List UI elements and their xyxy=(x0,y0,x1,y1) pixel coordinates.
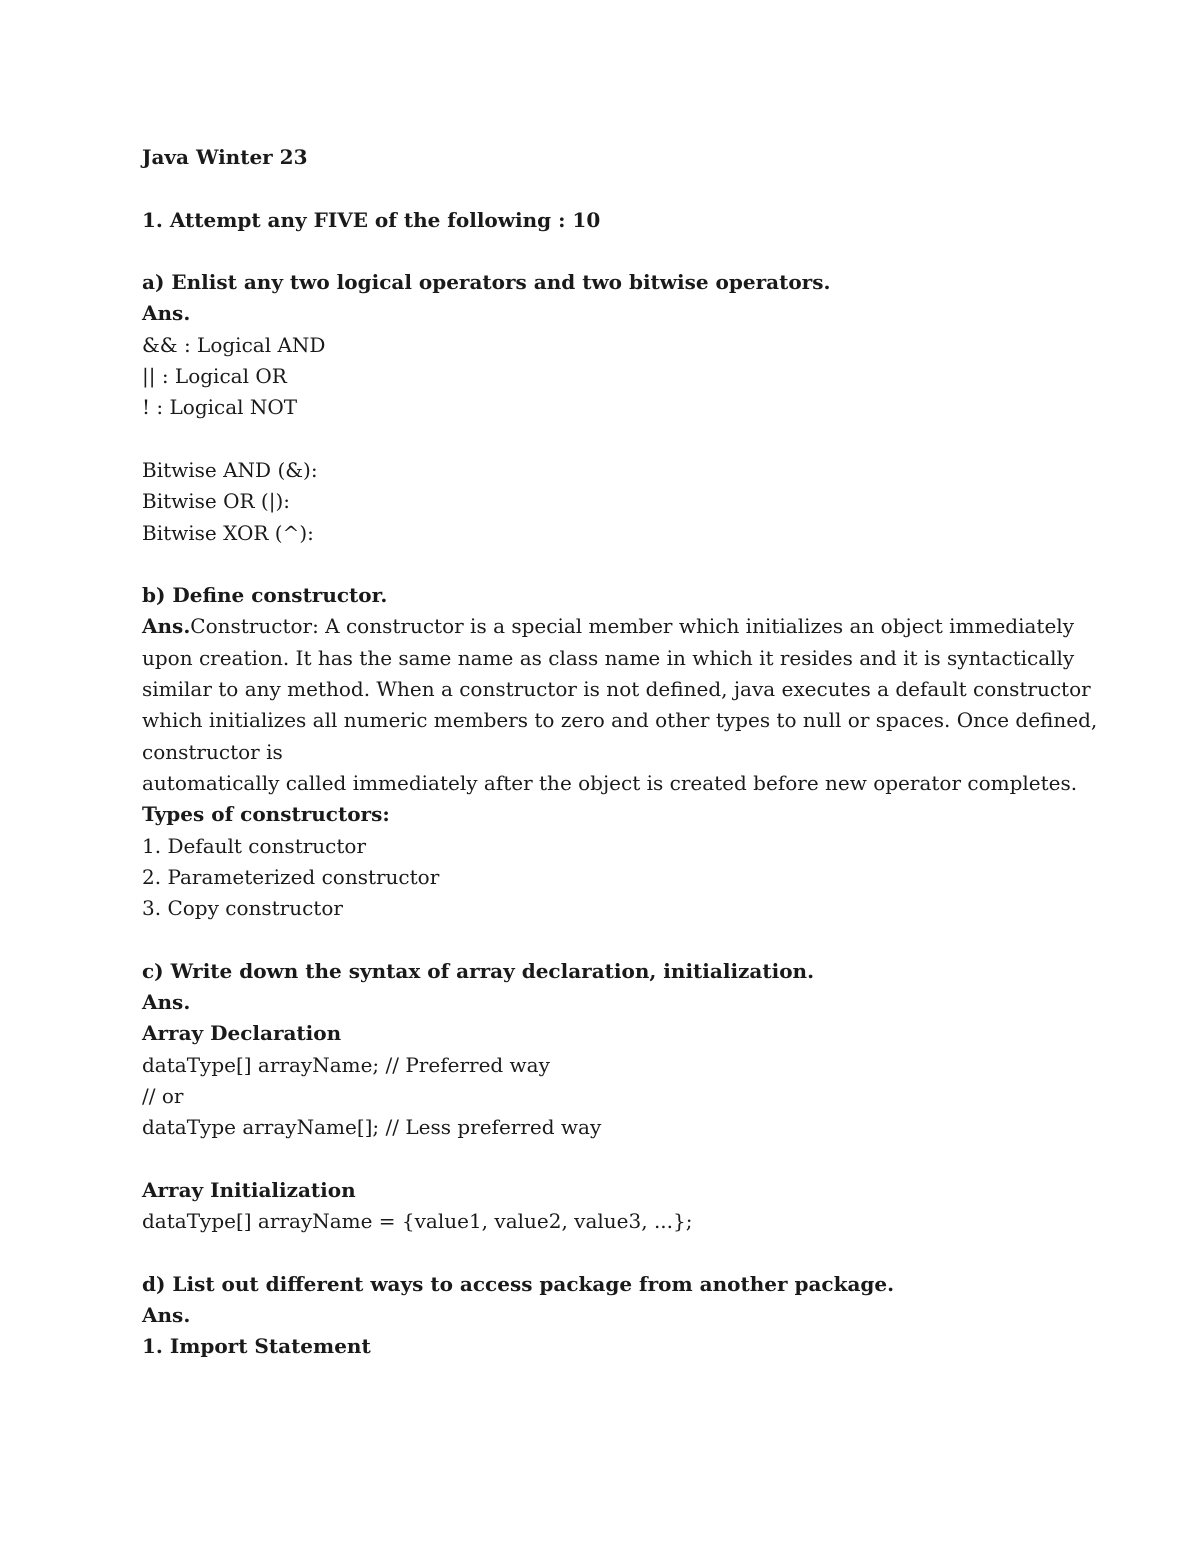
document-title: Java Winter 23 xyxy=(142,145,308,169)
answer-b-line xyxy=(142,611,1074,642)
answer-label-d: Ans. xyxy=(142,1302,191,1327)
bitwise-operator-item: Bitwise OR (|): xyxy=(142,489,290,514)
answer-b-text: automatically called immediately after the object is created before new operator completes. xyxy=(142,770,1078,795)
array-initialization-heading: Array Initialization xyxy=(142,1177,356,1202)
import-statement-heading: 1. Import Statement xyxy=(142,1334,371,1359)
array-declaration-heading: Array Declaration xyxy=(142,1021,342,1046)
answer-b-text: constructor is xyxy=(142,739,283,764)
bitwise-operator-item: Bitwise XOR (^): xyxy=(142,520,314,545)
question-a: a) Enlist any two logical operators and two bitwise operators. xyxy=(142,270,831,295)
section-heading: 1. Attempt any FIVE of the following : 10 xyxy=(142,207,601,232)
answer-label-a: Ans. xyxy=(142,301,191,326)
constructor-type-item: 1. Default constructor xyxy=(142,833,367,858)
bitwise-operator-item: Bitwise AND (&): xyxy=(142,457,318,482)
logical-operator-item: && : Logical AND xyxy=(142,332,326,357)
answer-b-text: which initializes all numeric members to zero and other types to null or spaces. Once defined, xyxy=(142,708,1098,733)
array-initialization-line: dataType[] arrayName = {value1, value2, value3, ...}; xyxy=(142,1209,693,1234)
answer-label-b: Ans. xyxy=(142,614,191,639)
constructor-type-item: 2. Parameterized constructor xyxy=(142,864,440,889)
spacer xyxy=(142,236,1042,267)
spacer xyxy=(142,173,1042,204)
constructor-type-item: 3. Copy constructor xyxy=(142,896,343,921)
spacer xyxy=(142,549,1042,580)
logical-operator-item: || : Logical OR xyxy=(142,364,287,389)
constructor-types-heading: Types of constructors: xyxy=(142,802,390,827)
question-b: b) Define constructor. xyxy=(142,583,388,608)
question-c: c) Write down the syntax of array declaration, initialization. xyxy=(142,958,815,983)
question-d: d) List out different ways to access package from another package. xyxy=(142,1271,895,1296)
spacer xyxy=(142,924,1042,955)
answer-b-text: similar to any method. When a constructor is not defined, java executes a default constructor xyxy=(142,677,1091,702)
document-page xyxy=(142,142,1098,1363)
array-declaration-line: dataType[] arrayName; // Preferred way xyxy=(142,1052,550,1077)
answer-b-text: upon creation. It has the same name as class name in which it resides and it is syntactically xyxy=(142,645,1075,670)
spacer xyxy=(142,1144,1042,1175)
answer-b-text: Constructor: A constructor is a special member which initializes an object immediately xyxy=(190,614,1074,639)
array-declaration-line: // or xyxy=(142,1083,184,1108)
logical-operator-item: ! : Logical NOT xyxy=(142,395,298,420)
array-declaration-line: dataType arrayName[]; // Less preferred way xyxy=(142,1115,602,1140)
spacer xyxy=(142,1237,1042,1268)
answer-label-c: Ans. xyxy=(142,990,191,1015)
spacer xyxy=(142,424,1042,455)
